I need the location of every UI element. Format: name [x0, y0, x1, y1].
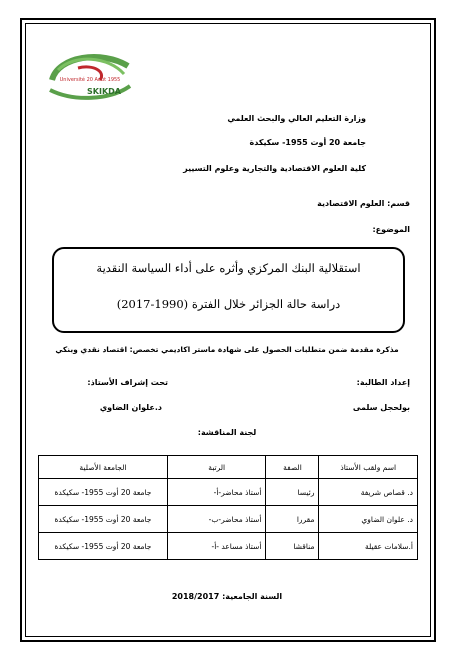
- student-label: إعداد الطالبة:: [356, 378, 410, 387]
- university-logo: [44, 50, 134, 106]
- ministry-name: وزارة التعليم العالي والبحث العلمي: [227, 114, 366, 123]
- col-header-name: اسم ولقب الأستاذ: [319, 456, 418, 479]
- col-header-rank: الرتبة: [167, 456, 266, 479]
- cell-role: رئيسا: [266, 479, 319, 506]
- committee-header-row: [39, 456, 418, 479]
- memo-statement: مذكرة مقدمة ضمن متطلبات الحصول على شهادة ماستر اكاديمي تخصص: اقتصاد نقدي وبنكي: [55, 345, 399, 354]
- department-label: قسم: العلوم الاقتصادية: [317, 199, 410, 208]
- university-name: جامعة 20 أوت 1955- سكيكدة: [249, 138, 366, 147]
- col-header-university: الجامعة الأصلية: [39, 456, 168, 479]
- thesis-title-box: [52, 247, 405, 333]
- committee-title: لجنة المناقشة:: [197, 428, 257, 437]
- committee-table: [38, 455, 418, 560]
- col-header-role: الصفة: [266, 456, 319, 479]
- cell-name: د. علوان الضاوي: [319, 506, 418, 533]
- cell-role: مقررا: [266, 506, 319, 533]
- thesis-title-line2: دراسة حالة الجزائر خلال الفترة (1990-2017): [116, 297, 341, 311]
- faculty-name: كلية العلوم الاقتصادية والتجارية وعلوم التسيير: [183, 164, 366, 173]
- student-name: بولحجل سلمى: [352, 403, 410, 412]
- supervisor-name: د.علوان الضاوي: [99, 403, 162, 412]
- cell-university: جامعة 20 أوت 1955- سكيكدة: [39, 506, 168, 533]
- subject-label: الموضوع:: [372, 225, 410, 234]
- cell-role: مناقشا: [266, 533, 319, 560]
- logo-emblem-icon: [44, 50, 134, 106]
- thesis-title-line1: استقلالية البنك المركزي وأثره على أداء السياسة النقدية: [96, 261, 361, 275]
- table-row: [39, 479, 418, 506]
- cell-university: جامعة 20 أوت 1955- سكيكدة: [39, 479, 168, 506]
- cell-rank: أستاذ مساعد -أ-: [167, 533, 266, 560]
- logo-arc-text: Université 20 Août 1955: [59, 77, 121, 83]
- cell-name: أ.سلامات عقيلة: [319, 533, 418, 560]
- cell-rank: أستاذ محاضر-ب-: [167, 506, 266, 533]
- supervisor-label: تحت إشراف الأستاذ:: [87, 378, 168, 387]
- cell-rank: أستاذ محاضر-أ-: [167, 479, 266, 506]
- table-row: [39, 533, 418, 560]
- cell-name: د. قصاص شريفة: [319, 479, 418, 506]
- cell-university: جامعة 20 أوت 1955- سكيكدة: [39, 533, 168, 560]
- academic-year: السنة الجامعية: 2018/2017: [171, 592, 283, 601]
- table-row: [39, 506, 418, 533]
- logo-name-text: SKIKDA: [87, 87, 121, 96]
